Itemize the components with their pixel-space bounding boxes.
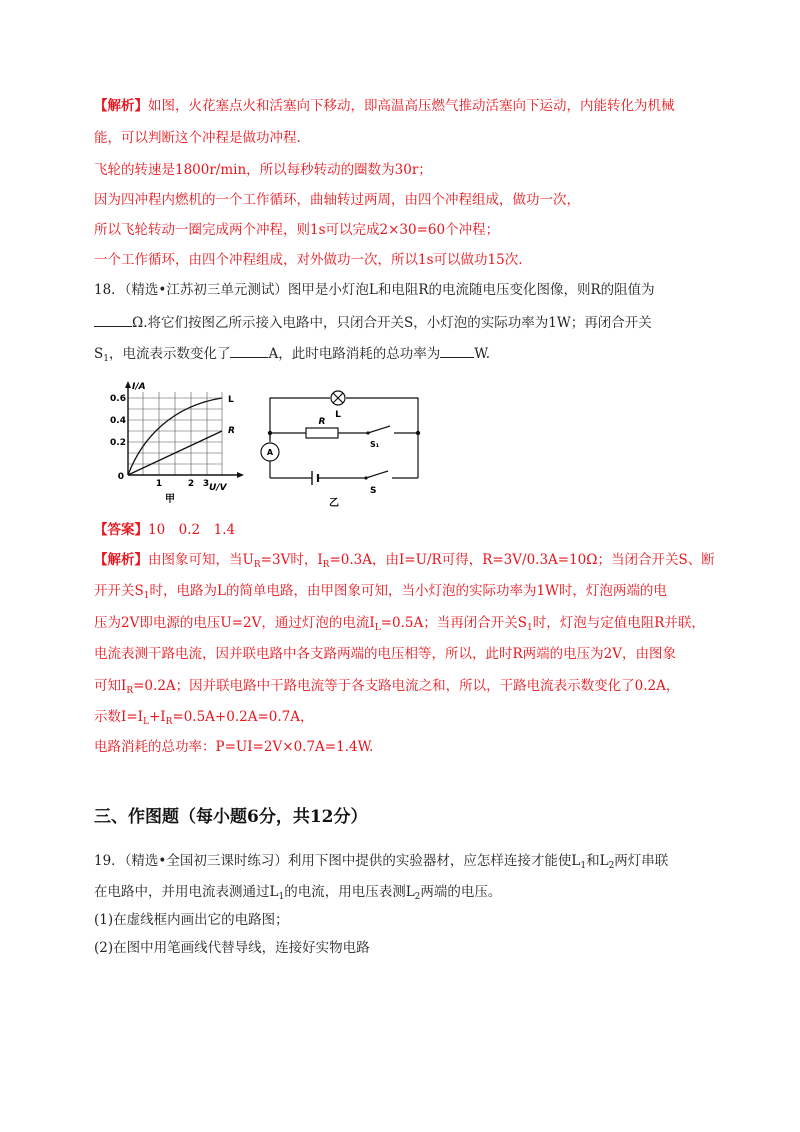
q18-analysis-line-5: 可知$I_R=0.2A$；因并联电路中干路电流等于各支路电流之和，所以，干路电流表示数变化了0.2A， — [94, 678, 680, 696]
resistor-symbol — [306, 428, 338, 438]
q18-analysis-line-6: 示数$I=I_L+I_R=0.5A+0.2A=0.7A$， — [94, 709, 314, 727]
switch1-label: S₁ — [370, 440, 380, 449]
x-axis-label: U/V — [209, 483, 227, 493]
q18-question-line-2: Ω.将它们按图乙所示接入电路中，只闭合开关S，小灯泡的实际功率为1W；再闭合开关 — [94, 312, 652, 333]
q17-analysis-line-1: 【解析】如图，火花塞点火和活塞向下移动，即高温高压燃气推动活塞向下运动，内能转化为机械 — [94, 98, 675, 114]
y-tick: 0.4 — [110, 416, 126, 426]
resistor-label: R — [318, 417, 326, 427]
y-tick: 0.6 — [110, 394, 126, 404]
figure-yi-circuit — [258, 380, 428, 510]
q17-analysis-line-6: 一个工作循环，由四个冲程组成，对外做功一次，所以1s可以做功15次. — [94, 252, 523, 268]
analysis-tag: 【解析】 — [94, 98, 148, 114]
analysis-tag: 【解析】 — [94, 552, 148, 568]
answer-blank — [440, 343, 474, 358]
x-tick: 1 — [155, 479, 163, 489]
q17-analysis-line-2: 能，可以判断这个冲程是做功冲程. — [94, 130, 301, 146]
q17-analysis-line-5: 所以飞轮转动一圈完成两个冲程，则1s可以完成2×30=60个冲程； — [94, 222, 500, 238]
answer-values: 10 0.2 1.4 — [148, 522, 236, 538]
answer-tag: 【答案】 — [94, 522, 148, 538]
ammeter-label: A — [266, 448, 274, 457]
lamp-label: L — [335, 410, 341, 420]
curve-L-label: L — [228, 395, 234, 405]
q19-line-3: (1)在虚线框内画出它的电路图； — [94, 912, 289, 928]
q19-line-1: 19．（精选•全国初三课时练习）利用下图中提供的实验器材，应怎样连接才能使$L_1$和$L_2$两灯串联 — [94, 853, 669, 871]
q18-analysis-line-1: 【解析】由图象可知，当$U_R=3V$时，$I_R=0.3A$，由I=U/R可得，R=3V/0.3A=10Ω；当闭合开关S、断 — [94, 552, 715, 570]
q18-analysis-line-2: 开开关$S_1$时，电路为L的简单电路，由甲图象可知，当小灯泡的实际功率为1W时，灯泡两端的电 — [94, 583, 667, 601]
x-tick: 3 — [202, 479, 210, 489]
q17-analysis-line-4: 因为四冲程内燃机的一个工作循环，曲轴转过两周，由四个冲程组成，做功一次， — [94, 192, 580, 208]
q19-line-4: (2)在图中用笔画线代替导线，连接好实物电路 — [94, 940, 370, 956]
figure-jia-caption: 甲 — [165, 494, 175, 505]
q18-answer-line — [94, 520, 235, 540]
figure-jia-graph — [112, 378, 252, 510]
curve-R-label: R — [228, 426, 235, 436]
q18-analysis-line-3: 压为2V即电源的电压U=2V，通过灯泡的电流$I_L=0.5A$；当再闭合开关$S_1$时，灯泡与定值电阻R并联， — [94, 615, 705, 633]
q18-analysis-line-7: 电路消耗的总功率：P=UI=2V×0.7A=1.4W. — [94, 739, 374, 755]
y-axis-label: I/A — [132, 382, 146, 392]
q18-question-line-3: $S_1$，电流表示数变化了 A，此时电路消耗的总功率为 W. — [94, 343, 490, 369]
answer-blank — [230, 343, 268, 358]
q18-question-line-1: 18．（精选•江苏初三单元测试）图甲是小灯泡L和电阻R的电流随电压变化图像，则R的阻值为 — [94, 282, 655, 298]
q19-line-2: 在电路中，并用电流表测通过$L_1$的电流，用电压表测$L_2$两端的电压。 — [94, 884, 502, 902]
figure-yi-caption: 乙 — [329, 498, 339, 509]
switch-label: S — [370, 486, 377, 496]
answer-blank — [94, 312, 132, 327]
x-tick: 2 — [187, 479, 195, 489]
y-tick: 0.2 — [110, 438, 126, 448]
q18-analysis-line-4: 电流表测干路电流，因并联电路中各支路两端的电压相等，所以，此时R两端的电压为2V，由图象 — [94, 646, 677, 662]
y-tick: 0 — [117, 472, 124, 482]
section-heading: 三、作图题（每小题6分，共12分） — [94, 807, 368, 827]
q17-analysis-line-3: 飞轮的转速是1800r/min，所以每秒转动的圈数为30r； — [94, 162, 432, 178]
